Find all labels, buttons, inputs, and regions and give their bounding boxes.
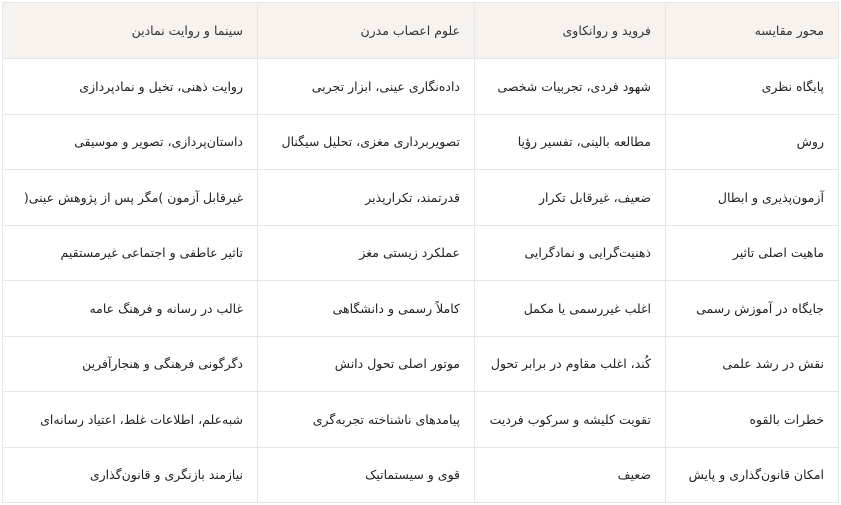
table-header <box>3 3 839 59</box>
table-cell: خطرات بالقوه <box>666 392 839 448</box>
table-cell: روایت ذهنی، تخیل و نمادپردازی <box>3 59 258 115</box>
table-row <box>3 114 839 170</box>
table-cell: کاملاً رسمی و دانشگاهی <box>258 281 475 337</box>
table-cell: تصویربرداری مغزی، تحلیل سیگنال <box>258 114 475 170</box>
table-cell: شهود فردی، تجربیات شخصی <box>475 59 666 115</box>
table-row <box>3 447 839 503</box>
table-cell: قوی و سیستماتیک <box>258 447 475 503</box>
table-cell: ذهنیت‌گرایی و نمادگرایی <box>475 225 666 281</box>
table-cell: آزمون‌پذیری و ابطال <box>666 170 839 226</box>
table-body <box>3 59 839 503</box>
table-cell: کُند، اغلب مقاوم در برابر تحول <box>475 336 666 392</box>
table-row <box>3 59 839 115</box>
table-cell: پایگاه نظری <box>666 59 839 115</box>
table-cell: دگرگونی فرهنگی و هنجارآفرین <box>3 336 258 392</box>
table-cell: داده‌نگاری عینی، ابزار تجربی <box>258 59 475 115</box>
table-cell: قدرتمند، تکرارپذیر <box>258 170 475 226</box>
table-cell: ضعیف، غیرقابل تکرار <box>475 170 666 226</box>
table-cell: موتور اصلی تحول دانش <box>258 336 475 392</box>
table-cell: جایگاه در آموزش رسمی <box>666 281 839 337</box>
table-cell: تقویت کلیشه و سرکوب فردیت <box>475 392 666 448</box>
table-cell: ماهیت اصلی تاثیر <box>666 225 839 281</box>
table-cell: نقش در رشد علمی <box>666 336 839 392</box>
header-cell-neuroscience: علوم اعصاب مدرن <box>258 3 475 59</box>
table-cell: داستان‌پردازی، تصویر و موسیقی <box>3 114 258 170</box>
table-cell: مطالعه بالینی، تفسیر رؤیا <box>475 114 666 170</box>
table-row <box>3 170 839 226</box>
table-cell: امکان قانون‌گذاری و پایش <box>666 447 839 503</box>
table-cell: غالب در رسانه و فرهنگ عامه <box>3 281 258 337</box>
table-cell: اغلب غیررسمی یا مکمل <box>475 281 666 337</box>
table-row <box>3 336 839 392</box>
header-cell-axis: محور مقایسه <box>666 3 839 59</box>
table-cell: ضعیف <box>475 447 666 503</box>
table-cell: پیامدهای ناشناخته تجربه‌گری <box>258 392 475 448</box>
table-cell: نیازمند بازنگری و قانون‌گذاری <box>3 447 258 503</box>
table-cell: غیرقابل آزمون )مگر پس از پژوهش عینی( <box>3 170 258 226</box>
table-cell: تاثیر عاطفی و اجتماعی غیرمستقیم <box>3 225 258 281</box>
table-row <box>3 392 839 448</box>
header-cell-cinema: سینما و روایت نمادین <box>3 3 258 59</box>
table-row <box>3 225 839 281</box>
header-row <box>3 3 839 59</box>
table-cell: روش <box>666 114 839 170</box>
comparison-table <box>2 2 839 503</box>
table-cell: عملکرد زیستی مغز <box>258 225 475 281</box>
table-row <box>3 281 839 337</box>
table-cell: شبه‌علم، اطلاعات غلط، اعتیاد رسانه‌ای <box>3 392 258 448</box>
header-cell-freud: فروید و روانکاوی <box>475 3 666 59</box>
